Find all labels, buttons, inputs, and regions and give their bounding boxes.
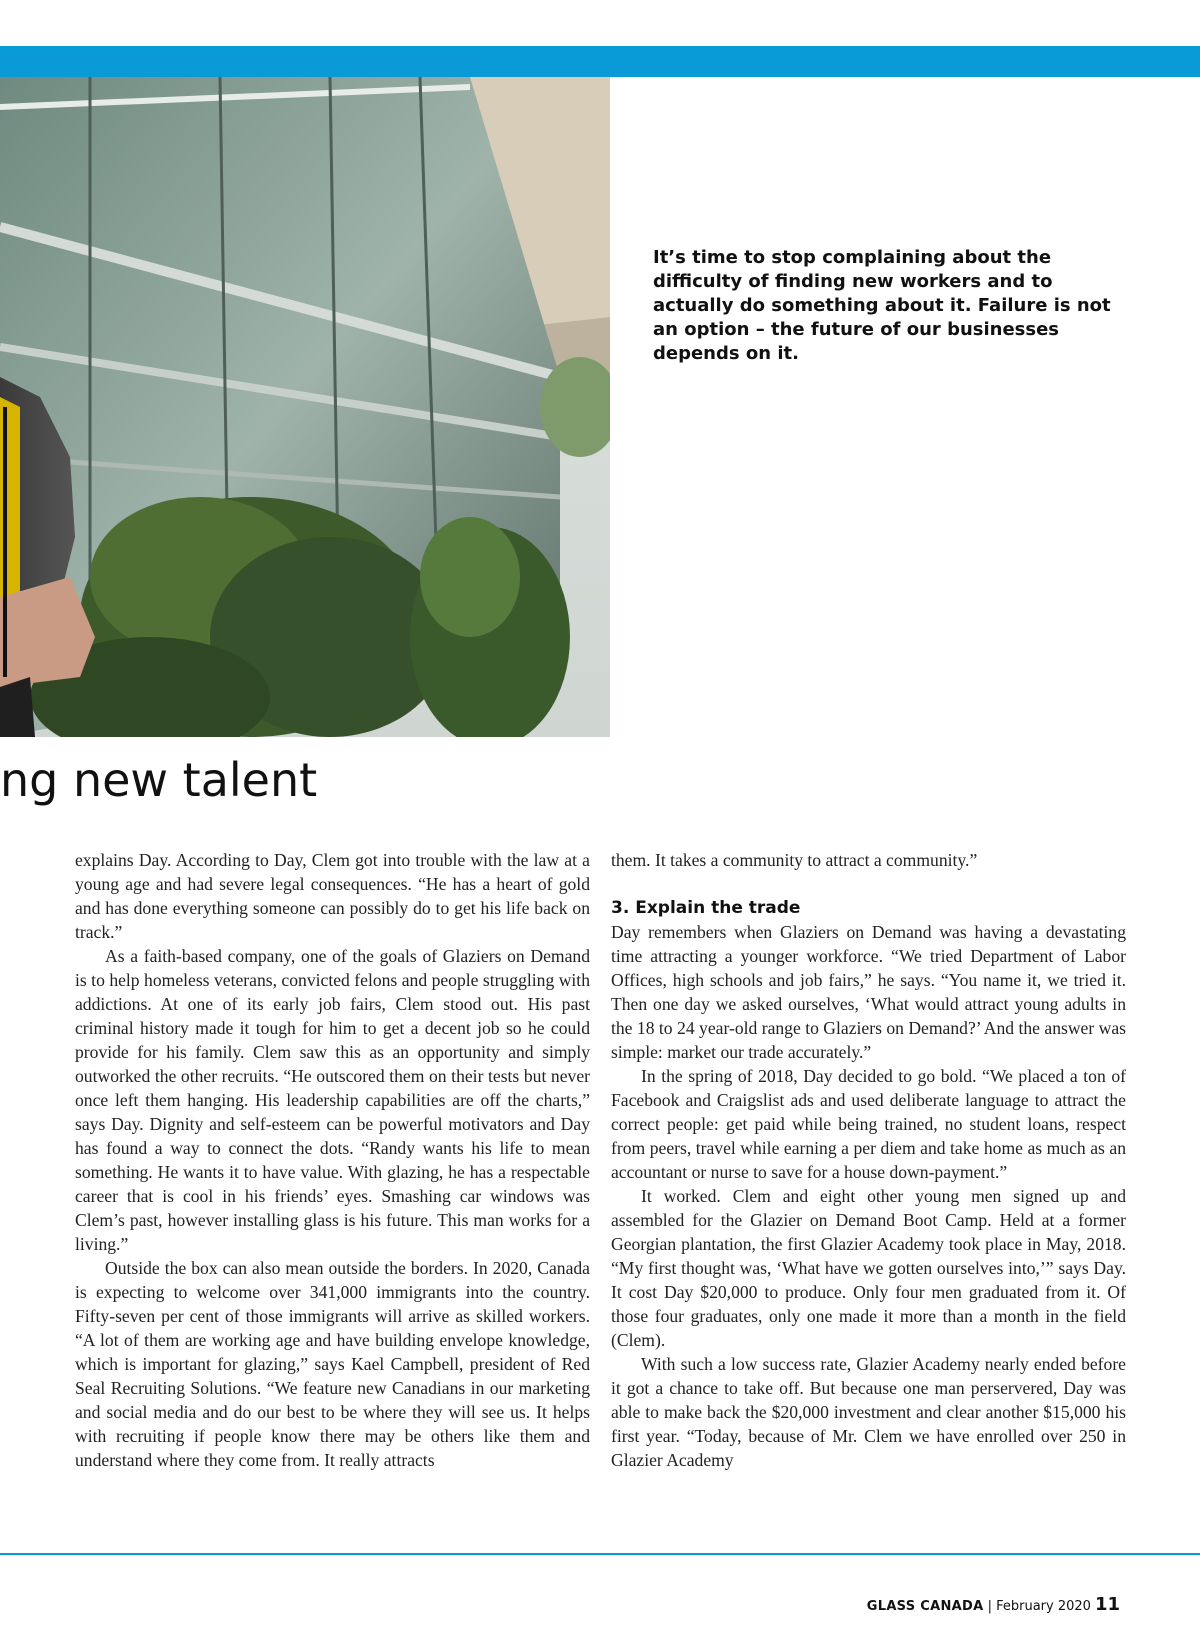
paragraph: With such a low success rate, Glazier Academy nearly ended before it got a chance to take off. But because one man perservered, Day was able to make back the $20,000 investment and clear another $15,000 his first year. “Today, because of Mr. Clem we have enrolled over 250 in Glazier Academy — [611, 1354, 1126, 1470]
article-headline: ng new talent — [0, 753, 318, 807]
paragraph: Outside the box can also mean outside the borders. In 2020, Canada is expecting to welcome over 341,000 immigrants into the country. Fifty-seven per cent of those immigrants will arrive as skilled workers. “A lot of them are working age and have building envelope knowledge, which is important for glazing,” says Kael Campbell, president of Red Seal Recruiting Solutions. “We feature new Canadians in our marketing and social media and do our best to be where they will see us. It helps with recruiting if people know there may be others like them and understand where they come from. It really attracts — [75, 1258, 590, 1470]
issue-date: February 2020 — [996, 1599, 1091, 1614]
section-subhead: 3. Explain the trade — [611, 898, 801, 918]
right-column — [611, 848, 1126, 1472]
page-footer — [867, 1594, 1120, 1615]
pull-quote: It’s time to stop complaining about the difficulty of finding new workers and to actually do something about it. Failure is not an option – the future of our businesses depends on it. — [653, 247, 1111, 364]
paragraph: As a faith-based company, one of the goals of Glaziers on Demand is to help homeless veterans, convicted felons and people struggling with addictions. At one of its early job fairs, Clem stood out. His past criminal history made it tough for him to get a decent job so he could provide for his family. Clem saw this as an opportunity and simply outworked the other recruits. “He outscored them on their tests but never once left them hanging. His leadership capabilities are off the charts,” says Day. Dignity and self-esteem can be powerful motivators and Day has found a way to connect the dots. “Randy wants his life to mean something. He wants it to have value. With glazing, he has a respectable career that is cool in his friends’ eyes. Smashing car windows was Clem’s past, however installing glass is his future. This man works for a living.” — [75, 946, 590, 1254]
page-number: 11 — [1094, 1594, 1120, 1615]
paragraph: Day remembers when Glaziers on Demand was having a devastating time attracting a younger workforce. “We tried Department of Labor Offices, high schools and job fairs,” he says. “You name it, we tried it. Then one day we asked ourselves, ‘What would attract young adults in the 18 to 24 year-old range to Glaziers on Demand?’ And the answer was simple: market our trade accurately.” — [611, 922, 1126, 1062]
paragraph: It worked. Clem and eight other young men signed up and assembled for the Glazier on Demand Boot Camp. Held at a former Georgian plantation, the first Glazier Academy took place in May, 2018. “My first thought was, ‘What have we gotten ourselves into,’” says Day. It cost Day $20,000 to produce. Only four men graduated from it. Of those four graduates, only one made it more than a month in the field (Clem). — [611, 1186, 1126, 1350]
paragraph: them. It takes a community to attract a community.” — [611, 850, 978, 870]
left-column — [75, 848, 590, 1472]
footer-separator: | — [983, 1599, 997, 1614]
paragraph: In the spring of 2018, Day decided to go bold. “We placed a ton of Facebook and Craigslist ads and used deliberate language to attract the correct people: get paid while being trained, no student loans, respect from peers, travel while earning a per diem and take home as much as an accountant or nurse to save for a house down-payment.” — [611, 1066, 1126, 1182]
magazine-name: GLASS CANADA — [866, 1599, 984, 1614]
article-photo — [0, 77, 610, 737]
paragraph: explains Day. According to Day, Clem got into trouble with the law at a young age and had severe legal consequences. “He has a heart of gold and has done everything someone can possibly do to get his life back on track.” — [75, 850, 590, 942]
bottom-rule — [0, 1553, 1200, 1555]
top-accent-bar — [0, 46, 1200, 77]
